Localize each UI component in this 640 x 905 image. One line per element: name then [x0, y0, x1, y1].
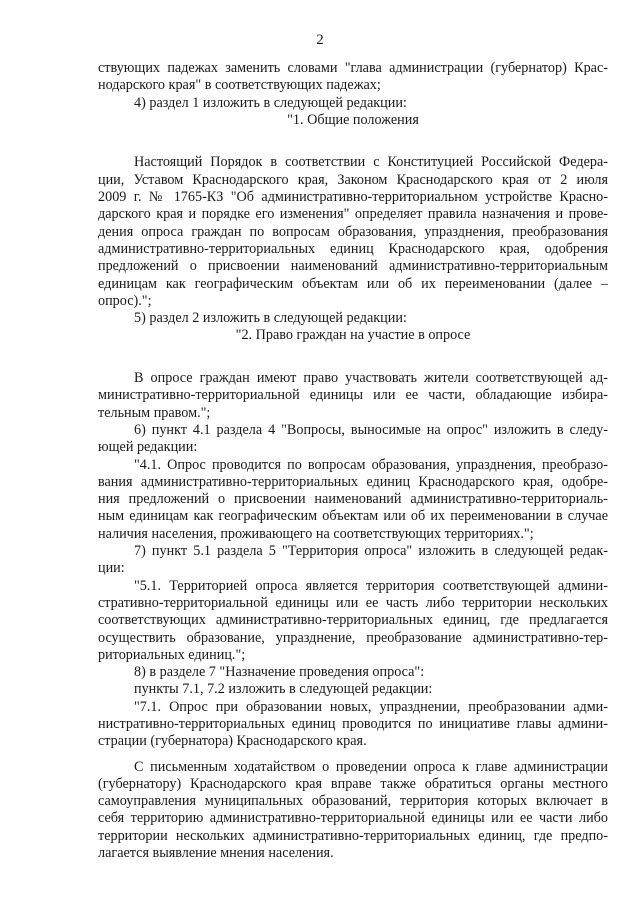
text-line: Настоящий Порядок в соответствии с Конституцией Российской Федера- — [134, 154, 608, 171]
text-line: предложений о присвоении наименований административно-территориальным — [98, 258, 608, 275]
text-line: территории нескольких административно-территориальных единиц, где предпо- — [98, 827, 608, 844]
text-line: 2009 г. № 1765-КЗ "Об административно-территориальном устройстве Красно- — [98, 189, 608, 206]
text-line: "7.1. Опрос при образовании новых, упразднении, преобразовании адми- — [134, 698, 608, 715]
text-line: страции (губернатора) Краснодарского края. — [98, 733, 367, 750]
text-line: ния предложений о присвоении наименований административно-территориаль- — [98, 491, 608, 508]
section-heading: "1. Общие положения — [287, 111, 419, 128]
text-line: ющей редакции: — [98, 439, 198, 456]
spacer — [98, 345, 608, 362]
text-line: В опросе граждан имеют право участвовать жители соответствующей ад- — [134, 370, 608, 387]
text-line: тельным правом."; — [98, 404, 211, 421]
text-line: "4.1. Опрос проводится по вопросам образования, упразднения, преобразо- — [134, 456, 608, 473]
text-line: пункты 7.1, 7.2 изложить в следующей редакции: — [134, 681, 433, 698]
text-line: риториальных единиц."; — [98, 646, 246, 663]
text-line: опрос)."; — [98, 292, 152, 309]
text-line: С письменным ходатайством о проведении опроса к главе администрации — [134, 758, 608, 775]
text-line: стративно-территориальной единицы или ее часть либо территории нескольких — [98, 594, 608, 611]
text-line: министративно-территориальной единицы или ее части, обладающие избира- — [98, 387, 608, 404]
text-line: 8) в разделе 7 "Назначение проведения опроса": — [134, 664, 425, 681]
text-line: дарского края и порядке его изменения" определяет правила назначения и прове- — [98, 206, 608, 223]
spacer — [98, 146, 608, 154]
spacer — [98, 751, 608, 759]
text-line: ции, Уставом Краснодарского края, Законом Краснодарского края от 2 июля — [98, 171, 608, 188]
text-line: нистративно-территориальных единиц проводится по инициативе главы админи- — [98, 715, 608, 732]
text-line: (губернатору) Краснодарского края вправе также обратиться органы местного — [98, 775, 608, 792]
text-line: дения опроса граждан по вопросам образования, упразднения, преобразования — [98, 223, 608, 240]
text-line: вания административно-территориальных единиц Краснодарского края, одобре- — [98, 473, 608, 490]
text-line: себя территорию административно-территориальной единицы или ее части либо — [98, 810, 608, 827]
text-line: 6) пункт 4.1 раздела 4 "Вопросы, выносимые на опрос" изложить в следу- — [134, 421, 608, 438]
text-line: единицам как географическим объектам или об их переименовании (далее – — [98, 275, 608, 292]
text-line: нодарского края" в соответствующих падежах; — [98, 77, 381, 94]
text-line: административно-территориальных единиц Краснодарского края, одобрения — [98, 240, 608, 257]
document-body — [98, 60, 608, 862]
text-line: 4) раздел 1 изложить в следующей редакции: — [134, 94, 407, 111]
page-number: 2 — [316, 32, 324, 48]
section-heading: "2. Право граждан на участие в опросе — [235, 327, 471, 344]
text-line: ции: — [98, 560, 125, 577]
text-line: 5) раздел 2 изложить в следующей редакции: — [134, 310, 407, 327]
text-line: осуществить образование, упразднение, преобразование административно-тер- — [98, 629, 608, 646]
text-line: самоуправления муниципальных образований, территория которых включает в — [98, 793, 608, 810]
text-line: наличия населения, проживающего на соответствующих территориях."; — [98, 525, 534, 542]
text-line: 7) пункт 5.1 раздела 5 "Территория опроса" изложить в следующей редак- — [134, 543, 608, 560]
text-line: лагается выявление мнения населения. — [98, 845, 334, 862]
text-line: соответствующих административно-территориальных единиц, где предлагается — [98, 612, 608, 629]
text-line: ным единицам как географическим объектам или об их переименовании в случае — [98, 508, 608, 525]
text-line: "5.1. Территорией опроса является территория соответствующей админи- — [134, 577, 608, 594]
text-line: ствующих падежах заменить словами "глава администрации (губернатор) Крас- — [98, 60, 608, 76]
spacer — [98, 129, 608, 146]
spacer — [98, 362, 608, 370]
